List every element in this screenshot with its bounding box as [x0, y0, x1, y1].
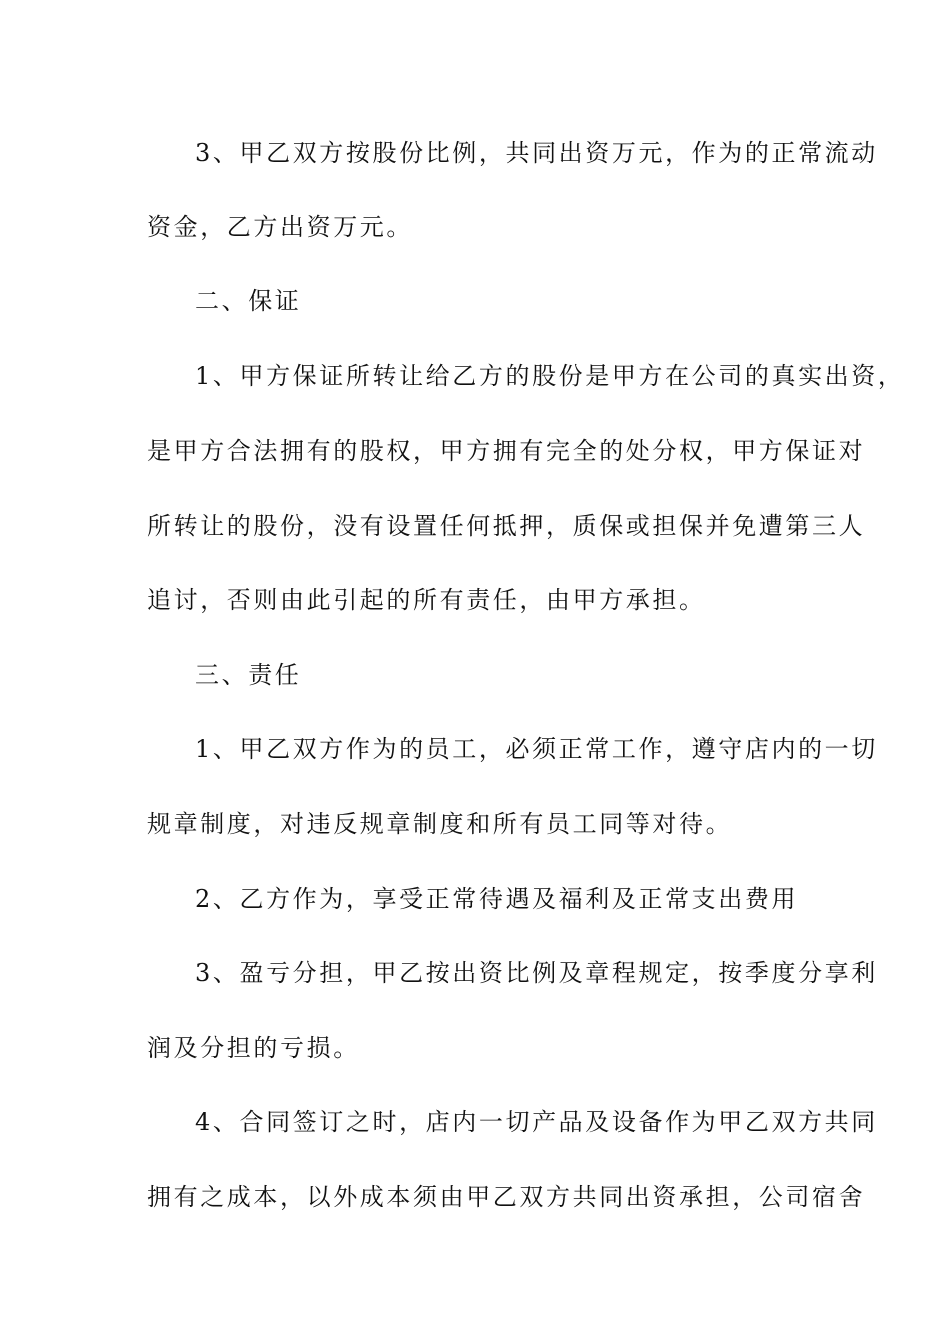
paragraph-capital-line-2: 资金，乙方出资万元。: [147, 213, 413, 241]
paragraph-guarantee-line-3: 所转让的股份，没有设置任何抵押，质保或担保并免遭第三人: [147, 512, 866, 540]
section-heading-responsibility: 三、责任: [195, 661, 302, 689]
paragraph-capital-line-1: 3、甲乙双方按股份比例，共同出资万元，作为的正常流动: [195, 139, 878, 167]
section-heading-guarantee: 二、保证: [195, 287, 302, 315]
paragraph-guarantee-line-2: 是甲方合法拥有的股权，甲方拥有完全的处分权，甲方保证对: [147, 437, 866, 465]
paragraph-responsibility-4-line-1: 4、合同签订之时，店内一切产品及设备作为甲乙双方共同: [195, 1108, 878, 1136]
paragraph-guarantee-line-1: 1、甲方保证所转让给乙方的股份是甲方在公司的真实出资，: [195, 362, 905, 390]
paragraph-responsibility-1-line-2: 规章制度，对违反规章制度和所有员工同等对待。: [147, 810, 733, 838]
paragraph-responsibility-3-line-2: 润及分担的亏损。: [147, 1034, 360, 1062]
paragraph-responsibility-2: 2、乙方作为，享受正常待遇及福利及正常支出费用: [195, 885, 799, 913]
paragraph-responsibility-1-line-1: 1、甲乙双方作为的员工，必须正常工作，遵守店内的一切: [195, 735, 878, 763]
paragraph-responsibility-3-line-1: 3、盈亏分担，甲乙按出资比例及章程规定，按季度分享利: [195, 959, 878, 987]
paragraph-responsibility-4-line-2: 拥有之成本，以外成本须由甲乙双方共同出资承担，公司宿舍: [147, 1183, 866, 1211]
paragraph-guarantee-line-4: 追讨，否则由此引起的所有责任，由甲方承担。: [147, 586, 706, 614]
